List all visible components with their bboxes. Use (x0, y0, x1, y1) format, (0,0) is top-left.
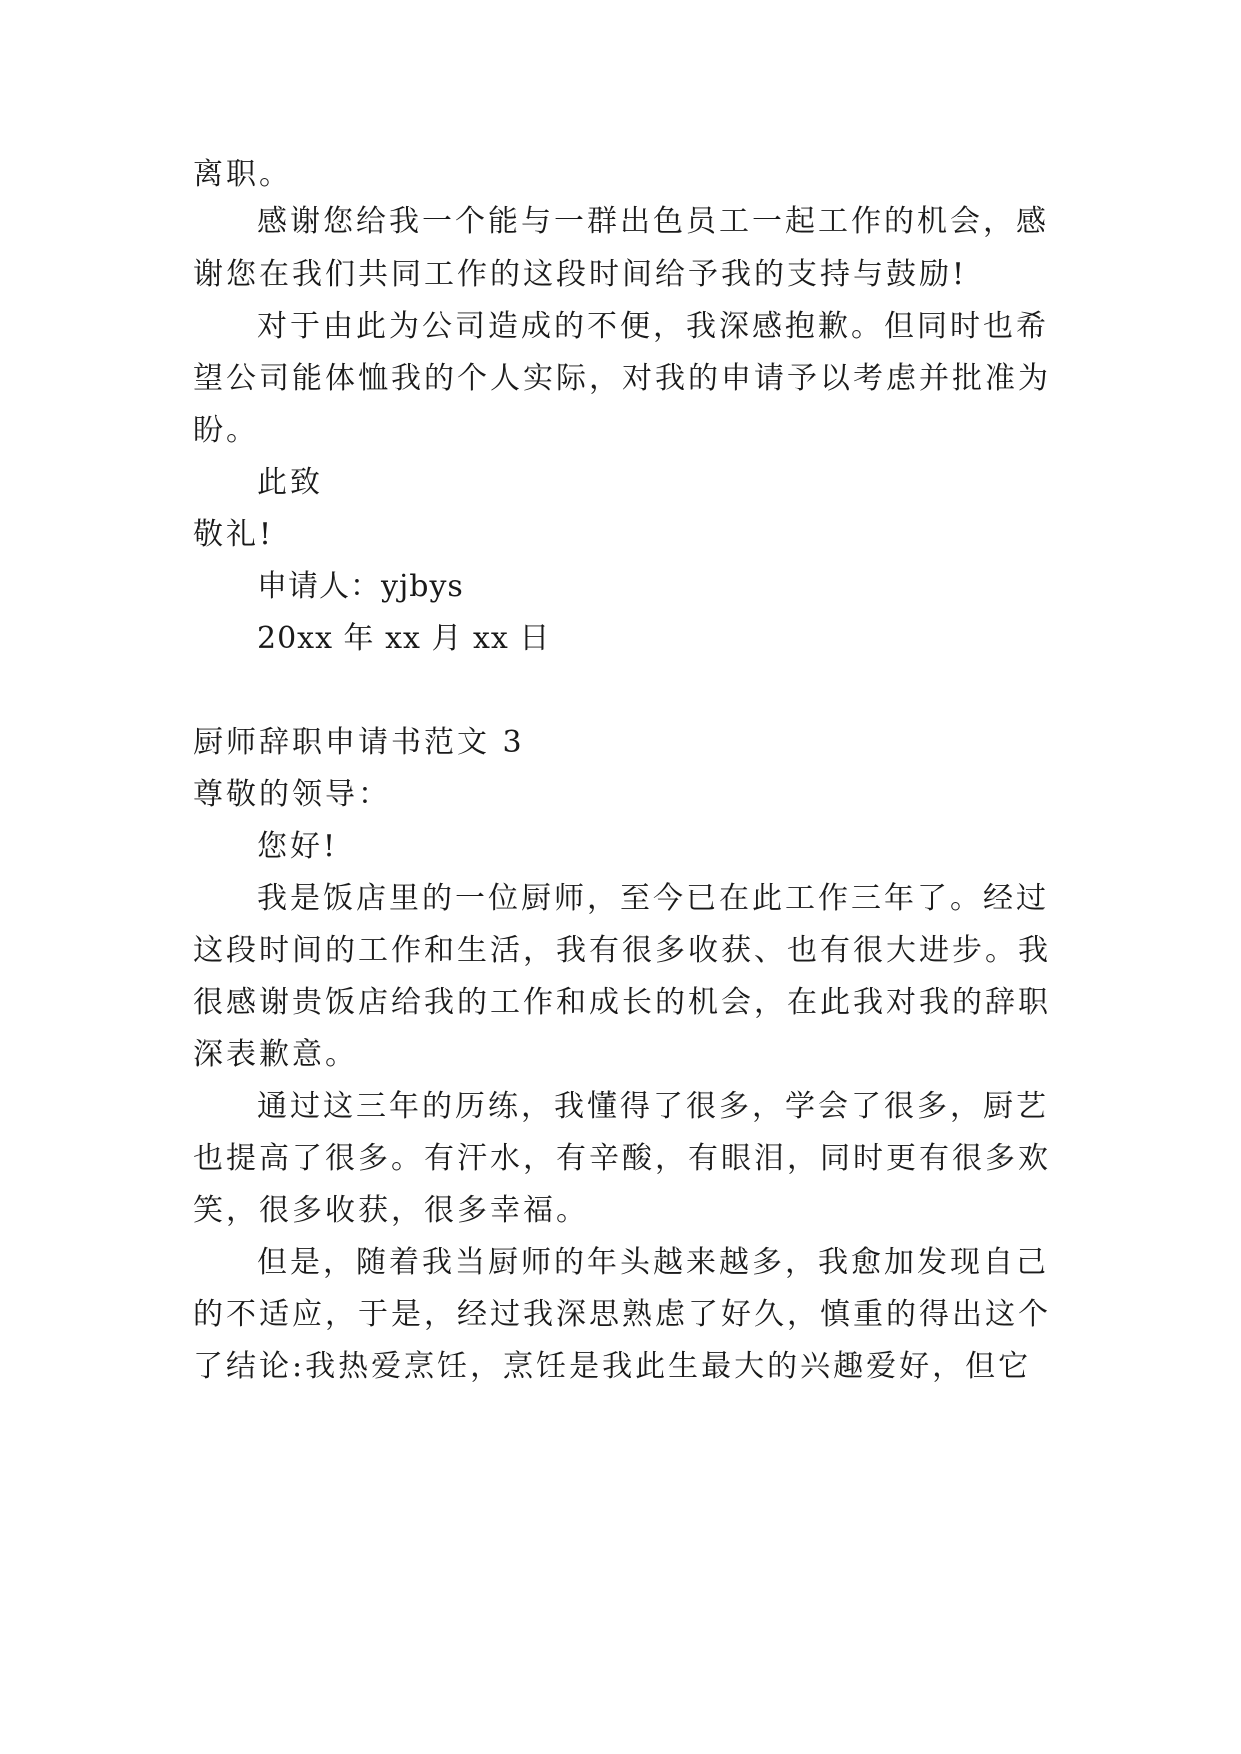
text-line: 很感谢贵饭店给我的工作和成长的机会，在此我对我的辞职 (193, 985, 1051, 1020)
text-line: 但是，随着我当厨师的年头越来越多，我愈加发现自己 (257, 1245, 1049, 1280)
text-line: 对于由此为公司造成的不便，我深感抱歉。但同时也希 (257, 309, 1049, 344)
text-line: 感谢您给我一个能与一群出色员工一起工作的机会，感 (257, 204, 1049, 239)
signature-line: 申请人：yjbys (257, 569, 464, 604)
text-line: 盼。 (193, 413, 259, 448)
text-line: 的不适应，于是，经过我深思熟虑了好久，慎重的得出这个 (193, 1297, 1051, 1332)
section-title: 厨师辞职申请书范文 3 (193, 725, 525, 760)
date-line: 20xx 年 xx 月 xx 日 (257, 621, 551, 656)
text-line: 谢您在我们共同工作的这段时间给予我的支持与鼓励! (193, 257, 968, 292)
text-line: 敬礼! (193, 517, 275, 552)
text-line: 也提高了很多。有汗水，有辛酸，有眼泪，同时更有很多欢 (193, 1141, 1051, 1176)
text-line: 这段时间的工作和生活，我有很多收获、也有很大进步。我 (193, 933, 1051, 968)
text-line: 深表歉意。 (193, 1037, 358, 1072)
text-line: 了结论:我热爱烹饪，烹饪是我此生最大的兴趣爱好，但它 (193, 1349, 1032, 1384)
text-line: 通过这三年的历练，我懂得了很多，学会了很多，厨艺 (257, 1089, 1049, 1124)
text-line: 此致 (257, 465, 323, 500)
text-line: 笑，很多收获，很多幸福。 (193, 1193, 589, 1228)
greeting: 您好! (257, 829, 339, 864)
text-line: 我是饭店里的一位厨师，至今已在此工作三年了。经过 (257, 881, 1049, 916)
text-line: 望公司能体恤我的个人实际，对我的申请予以考虑并批准为 (193, 361, 1051, 396)
text-line: 离职。 (193, 157, 292, 192)
salutation: 尊敬的领导： (193, 777, 391, 812)
